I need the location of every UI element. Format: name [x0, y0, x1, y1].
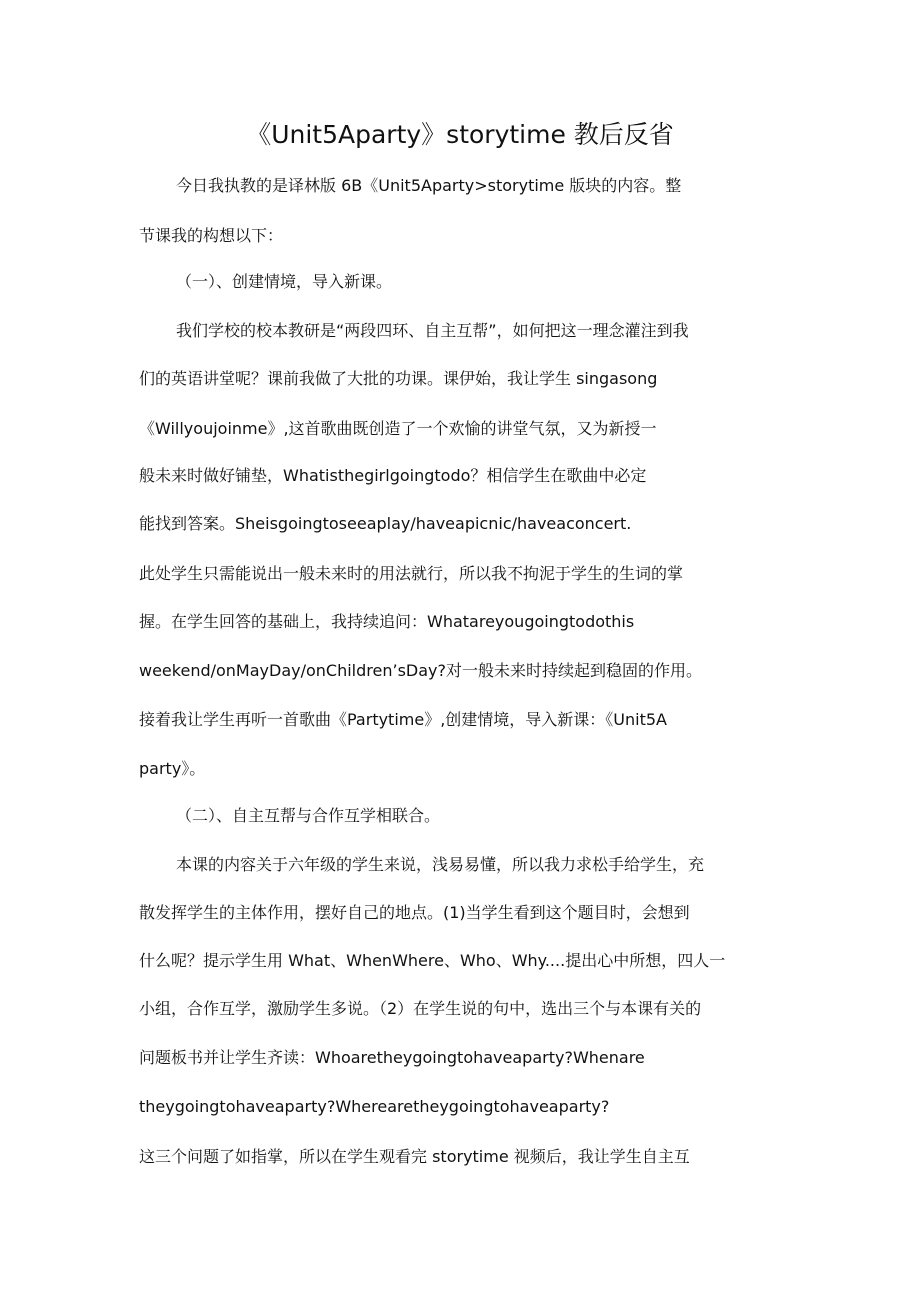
- paragraph-line: 能找到答案。Sheisgoingtoseeaplay/haveapicnic/haveaconcert.: [139, 514, 632, 533]
- paragraph-line: 我们学校的校本教研是“两段四环、自主互帮”，如何把这一理念灌注到我: [176, 321, 689, 340]
- paragraph-line: 小组，合作互学，激励学生多说。（2）在学生说的句中，选出三个与本课有关的: [139, 999, 702, 1018]
- paragraph-line: 接着我让学生再听一首歌曲《Partytime》,创建情境，导入新课：《Unit5A: [139, 710, 667, 729]
- paragraph-line: 握。在学生回答的基础上，我持续追问：Whatareyougoingtodothis: [139, 612, 635, 631]
- paragraph-line: 本课的内容关于六年级的学生来说，浅易易懂，所以我力求松手给学生，充: [176, 855, 705, 874]
- section-heading: （一）、创建情境，导入新课。: [176, 272, 393, 291]
- paragraph-line: 般未来时做好铺垫，Whatisthegirlgoingtodo？相信学生在歌曲中必定: [139, 466, 647, 485]
- paragraph-line: 散发挥学生的主体作用，摆好自己的地点。(1)当学生看到这个题目时，会想到: [139, 903, 690, 922]
- paragraph-line: 节课我的构想以下：: [139, 226, 284, 245]
- paragraph-line: theygoingtohaveaparty?Wherearetheygoingtohaveaparty?: [139, 1097, 610, 1116]
- paragraph-line: 今日我执教的是译林版 6B《Unit5Aparty>storytime 版块的内容。整: [176, 176, 682, 195]
- paragraph-line: party》。: [139, 759, 206, 778]
- paragraph-line: 问题板书并让学生齐读：Whoaretheygoingtohaveaparty?Whenare: [139, 1048, 645, 1067]
- paragraph-line: 这三个问题了如指掌，所以在学生观看完 storytime 视频后，我让学生自主互: [139, 1147, 690, 1166]
- paragraph-line: weekend/onMayDay/onChildren’sDay?对一般未来时持续起到稳固的作用。: [139, 661, 703, 680]
- paragraph-line: 《Willyoujoinme》,这首歌曲既创造了一个欢愉的讲堂气氛，又为新授一: [139, 419, 657, 438]
- paragraph-line: 们的英语讲堂呢？课前我做了大批的功课。课伊始，我让学生 singasong: [139, 369, 658, 388]
- document-title: 《Unit5Aparty》storytime 教后反省: [246, 120, 674, 149]
- section-heading: （二）、自主互帮与合作互学相联合。: [176, 806, 441, 825]
- paragraph-line: 什么呢？提示学生用 What、WhenWhere、Who、Why....提出心中所想，四人一: [139, 951, 726, 970]
- paragraph-line: 此处学生只需能说出一般未来时的用法就行，所以我不拘泥于学生的生词的掌: [139, 564, 684, 583]
